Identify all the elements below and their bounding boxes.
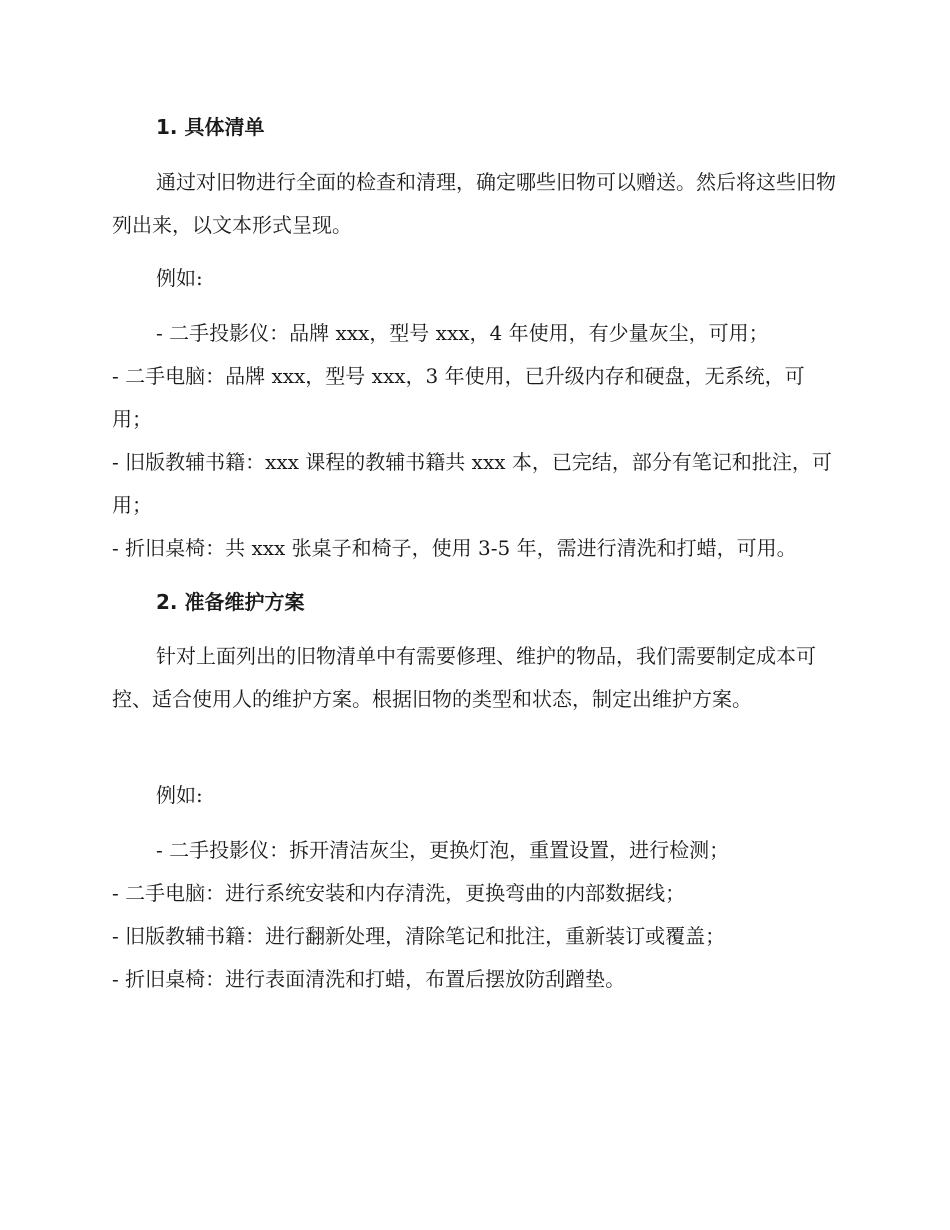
section-2-item-projector: - 二手投影仪：拆开清洁灰尘，更换灯泡，重置设置，进行检测；	[156, 838, 730, 862]
section-2-item-furniture: - 折旧桌椅：进行表面清洗和打蜡，布置后摆放防刮蹭垫。	[112, 967, 626, 991]
section-2-intro: 针对上面列出的旧物清单中有需要修理、维护的物品，我们需要制定成本可控、适合使用人的维护方案。根据旧物的类型和状态，制定出维护方案。	[112, 644, 816, 711]
section-1-example-label: 例如:	[156, 266, 203, 290]
section-2-example-label: 例如:	[156, 783, 203, 807]
section-2-item-books: - 旧版教辅书籍：进行翻新处理，清除笔记和批注，重新装订或覆盖；	[112, 924, 726, 948]
section-1-item-computer: - 二手电脑：品牌 xxx，型号 xxx，3 年使用，已升级内存和硬盘，无系统，可用；	[112, 364, 805, 431]
section-1-heading: 1. 具体清单	[156, 115, 265, 139]
section-2-heading: 2. 准备维护方案	[156, 590, 305, 614]
section-1-intro: 通过对旧物进行全面的检查和清理，确定哪些旧物可以赠送。然后将这些旧物列出来，以文本形式呈现。	[112, 170, 836, 237]
section-1-item-books: - 旧版教辅书籍：xxx 课程的教辅书籍共 xxx 本，已完结，部分有笔记和批注，可用；	[112, 450, 832, 517]
section-1-item-projector: - 二手投影仪：品牌 xxx，型号 xxx，4 年使用，有少量灰尘，可用；	[156, 321, 769, 345]
section-1-item-furniture: - 折旧桌椅：共 xxx 张桌子和椅子，使用 3-5 年，需进行清洗和打蜡，可用。	[112, 536, 797, 560]
section-2-item-computer: - 二手电脑：进行系统安装和内存清洗，更换弯曲的内部数据线；	[112, 881, 686, 905]
